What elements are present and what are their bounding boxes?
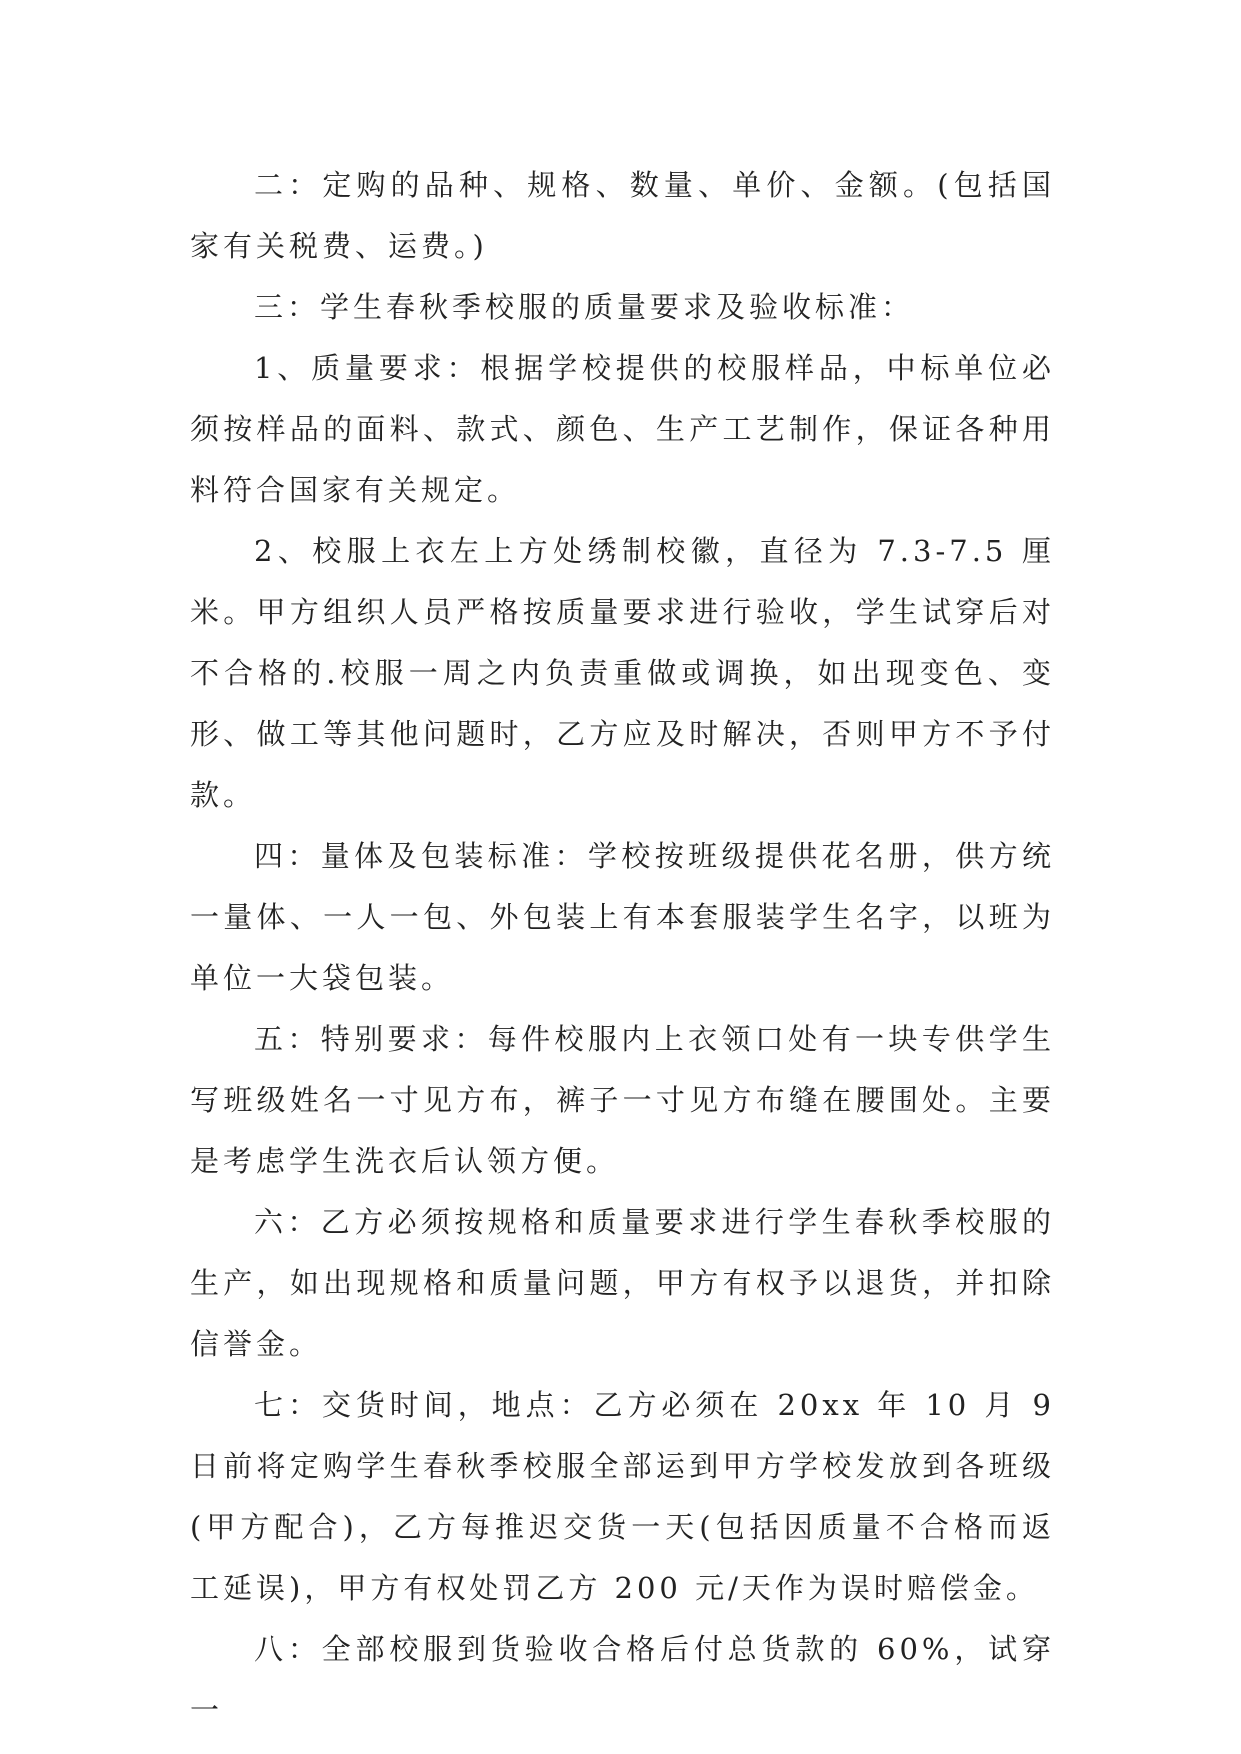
paragraph-item-6-production: 六：乙方必须按规格和质量要求进行学生春秋季校服的生产，如出现规格和质量问题，甲方有权予以退货，并扣除信誉金。	[190, 1205, 1055, 1361]
paragraph-item-2-specs: 二：定购的品种、规格、数量、单价、金额。(包括国家有关税费、运费。)	[190, 168, 1055, 263]
paragraph-item-8-payment: 八：全部校服到货验收合格后付总货款的 60%，试穿一	[190, 1632, 1055, 1727]
document-body	[190, 155, 1055, 1741]
paragraph-item-7-delivery: 七：交货时间，地点：乙方必须在 20xx 年 10 月 9 日前将定购学生春秋季校服全部运到甲方学校发放到各班级(甲方配合)，乙方每推迟交货一天(包括因质量不合格而返工延误)，甲方有权处罚乙方 200 元/天作为误时赔偿金。	[190, 1388, 1055, 1605]
paragraph-item-5-special: 五：特别要求：每件校服内上衣领口处有一块专供学生写班级姓名一寸见方布，裤子一寸见方布缝在腰围处。主要是考虑学生洗衣后认领方便。	[190, 1022, 1055, 1178]
paragraph-item-3-quality-heading: 三：学生春秋季校服的质量要求及验收标准：	[254, 290, 915, 324]
paragraph-quality-requirement: 1、质量要求：根据学校提供的校服样品，中标单位必须按样品的面料、款式、颜色、生产工艺制作，保证各种用料符合国家有关规定。	[190, 351, 1055, 507]
paragraph-item-4-packaging: 四：量体及包装标准：学校按班级提供花名册，供方统一量体、一人一包、外包装上有本套服装学生名字，以班为单位一大袋包装。	[190, 839, 1055, 995]
paragraph-school-badge: 2、校服上衣左上方处绣制校徽，直径为 7.3-7.5 厘米。甲方组织人员严格按质量要求进行验收，学生试穿后对不合格的.校服一周之内负责重做或调换，如出现变色、变形、做工等其他问题时，乙方应及时解决，否则甲方不予付款。	[190, 534, 1055, 812]
